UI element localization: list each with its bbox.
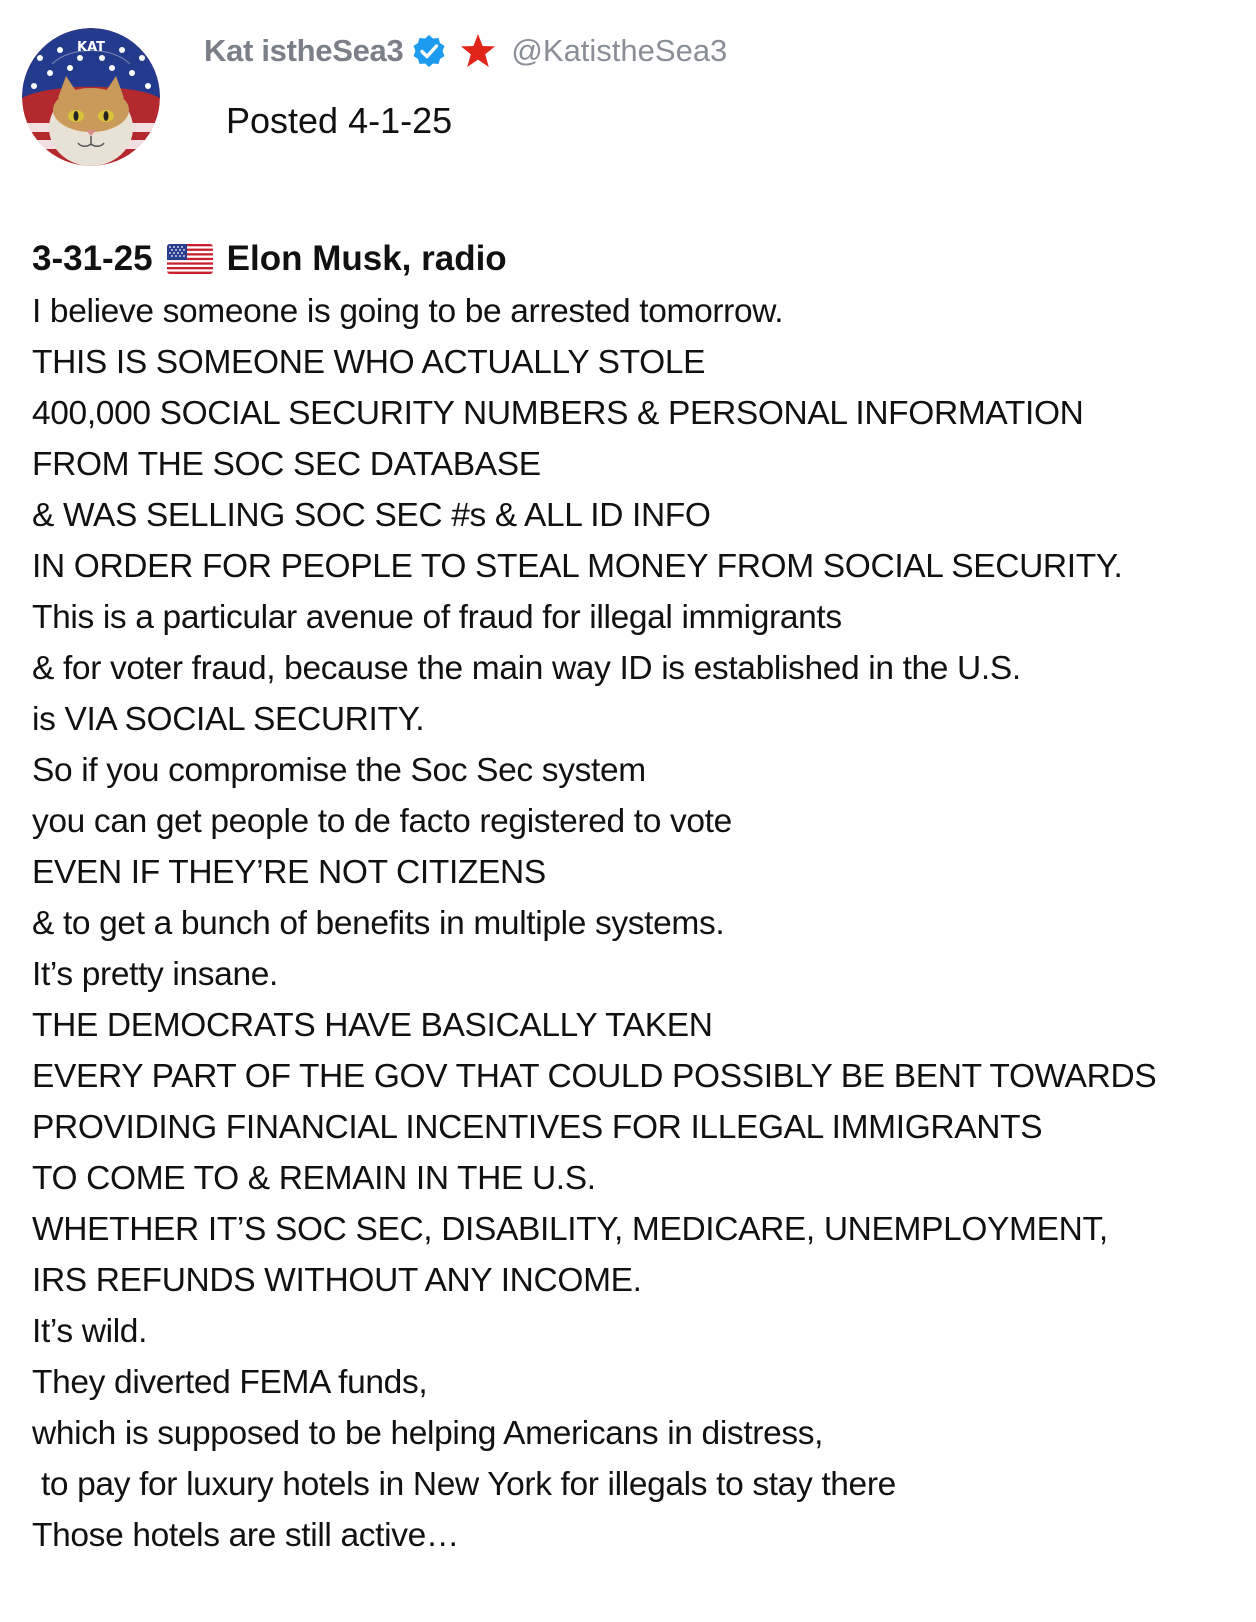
- author-line: [204, 30, 727, 72]
- post-line: So if you compromise the Soc Sec system: [32, 752, 646, 789]
- posted-date: Posted 4-1-25: [226, 100, 453, 141]
- post-line: It’s pretty insane.: [32, 956, 278, 993]
- display-name[interactable]: Kat istheSea3: [204, 33, 404, 68]
- user-handle[interactable]: @KatistheSea3: [511, 33, 728, 68]
- post-line: They diverted FEMA funds,: [32, 1364, 428, 1401]
- post-line: which is supposed to be helping Americans in distress,: [32, 1415, 824, 1452]
- post-line: & to get a bunch of benefits in multiple systems.: [32, 905, 725, 942]
- post-line: THIS IS SOMEONE WHO ACTUALLY STOLE: [32, 344, 706, 381]
- post-line: PROVIDING FINANCIAL INCENTIVES FOR ILLEGAL IMMIGRANTS: [32, 1109, 1043, 1146]
- post-lines: [32, 286, 1232, 1561]
- post-line: & WAS SELLING SOC SEC #s & ALL ID INFO: [32, 497, 711, 534]
- post-line: 400,000 SOCIAL SECURITY NUMBERS & PERSONAL INFORMATION: [32, 395, 1084, 432]
- avatar-badge-text: KAT: [77, 40, 105, 55]
- post-line: THE DEMOCRATS HAVE BASICALLY TAKEN: [32, 1007, 713, 1044]
- post-line: IN ORDER FOR PEOPLE TO STEAL MONEY FROM SOCIAL SECURITY.: [32, 548, 1123, 585]
- headline-date: 3-31-25: [32, 239, 153, 278]
- post-line: you can get people to de facto registered to vote: [32, 803, 732, 840]
- headline-source: Elon Musk, radio: [226, 239, 507, 278]
- post-line: Those hotels are still active…: [32, 1517, 460, 1554]
- post-line: is VIA SOCIAL SECURITY.: [32, 701, 425, 738]
- post-line: to pay for luxury hotels in New York for illegals to stay there: [32, 1466, 896, 1503]
- us-flag-icon: [167, 244, 213, 274]
- post-line: TO COME TO & REMAIN IN THE U.S.: [32, 1160, 596, 1197]
- post-line: & for voter fraud, because the main way ID is established in the U.S.: [32, 650, 1021, 687]
- post-line: FROM THE SOC SEC DATABASE: [32, 446, 541, 483]
- post-line: EVERY PART OF THE GOV THAT COULD POSSIBLY BE BENT TOWARDS: [32, 1058, 1157, 1095]
- post-line: I believe someone is going to be arrested tomorrow.: [32, 293, 784, 330]
- post-line: WHETHER IT’S SOC SEC, DISABILITY, MEDICARE, UNEMPLOYMENT,: [32, 1211, 1108, 1248]
- star-icon: [459, 32, 497, 70]
- post-line: IRS REFUNDS WITHOUT ANY INCOME.: [32, 1262, 642, 1299]
- verified-badge-icon: [411, 33, 447, 69]
- post-body: [32, 232, 1232, 1561]
- post-headline: [32, 232, 1232, 286]
- post-line: It’s wild.: [32, 1313, 148, 1350]
- avatar[interactable]: [22, 28, 160, 166]
- post-line: EVEN IF THEY’RE NOT CITIZENS: [32, 854, 546, 891]
- post-line: This is a particular avenue of fraud for illegal immigrants: [32, 599, 842, 636]
